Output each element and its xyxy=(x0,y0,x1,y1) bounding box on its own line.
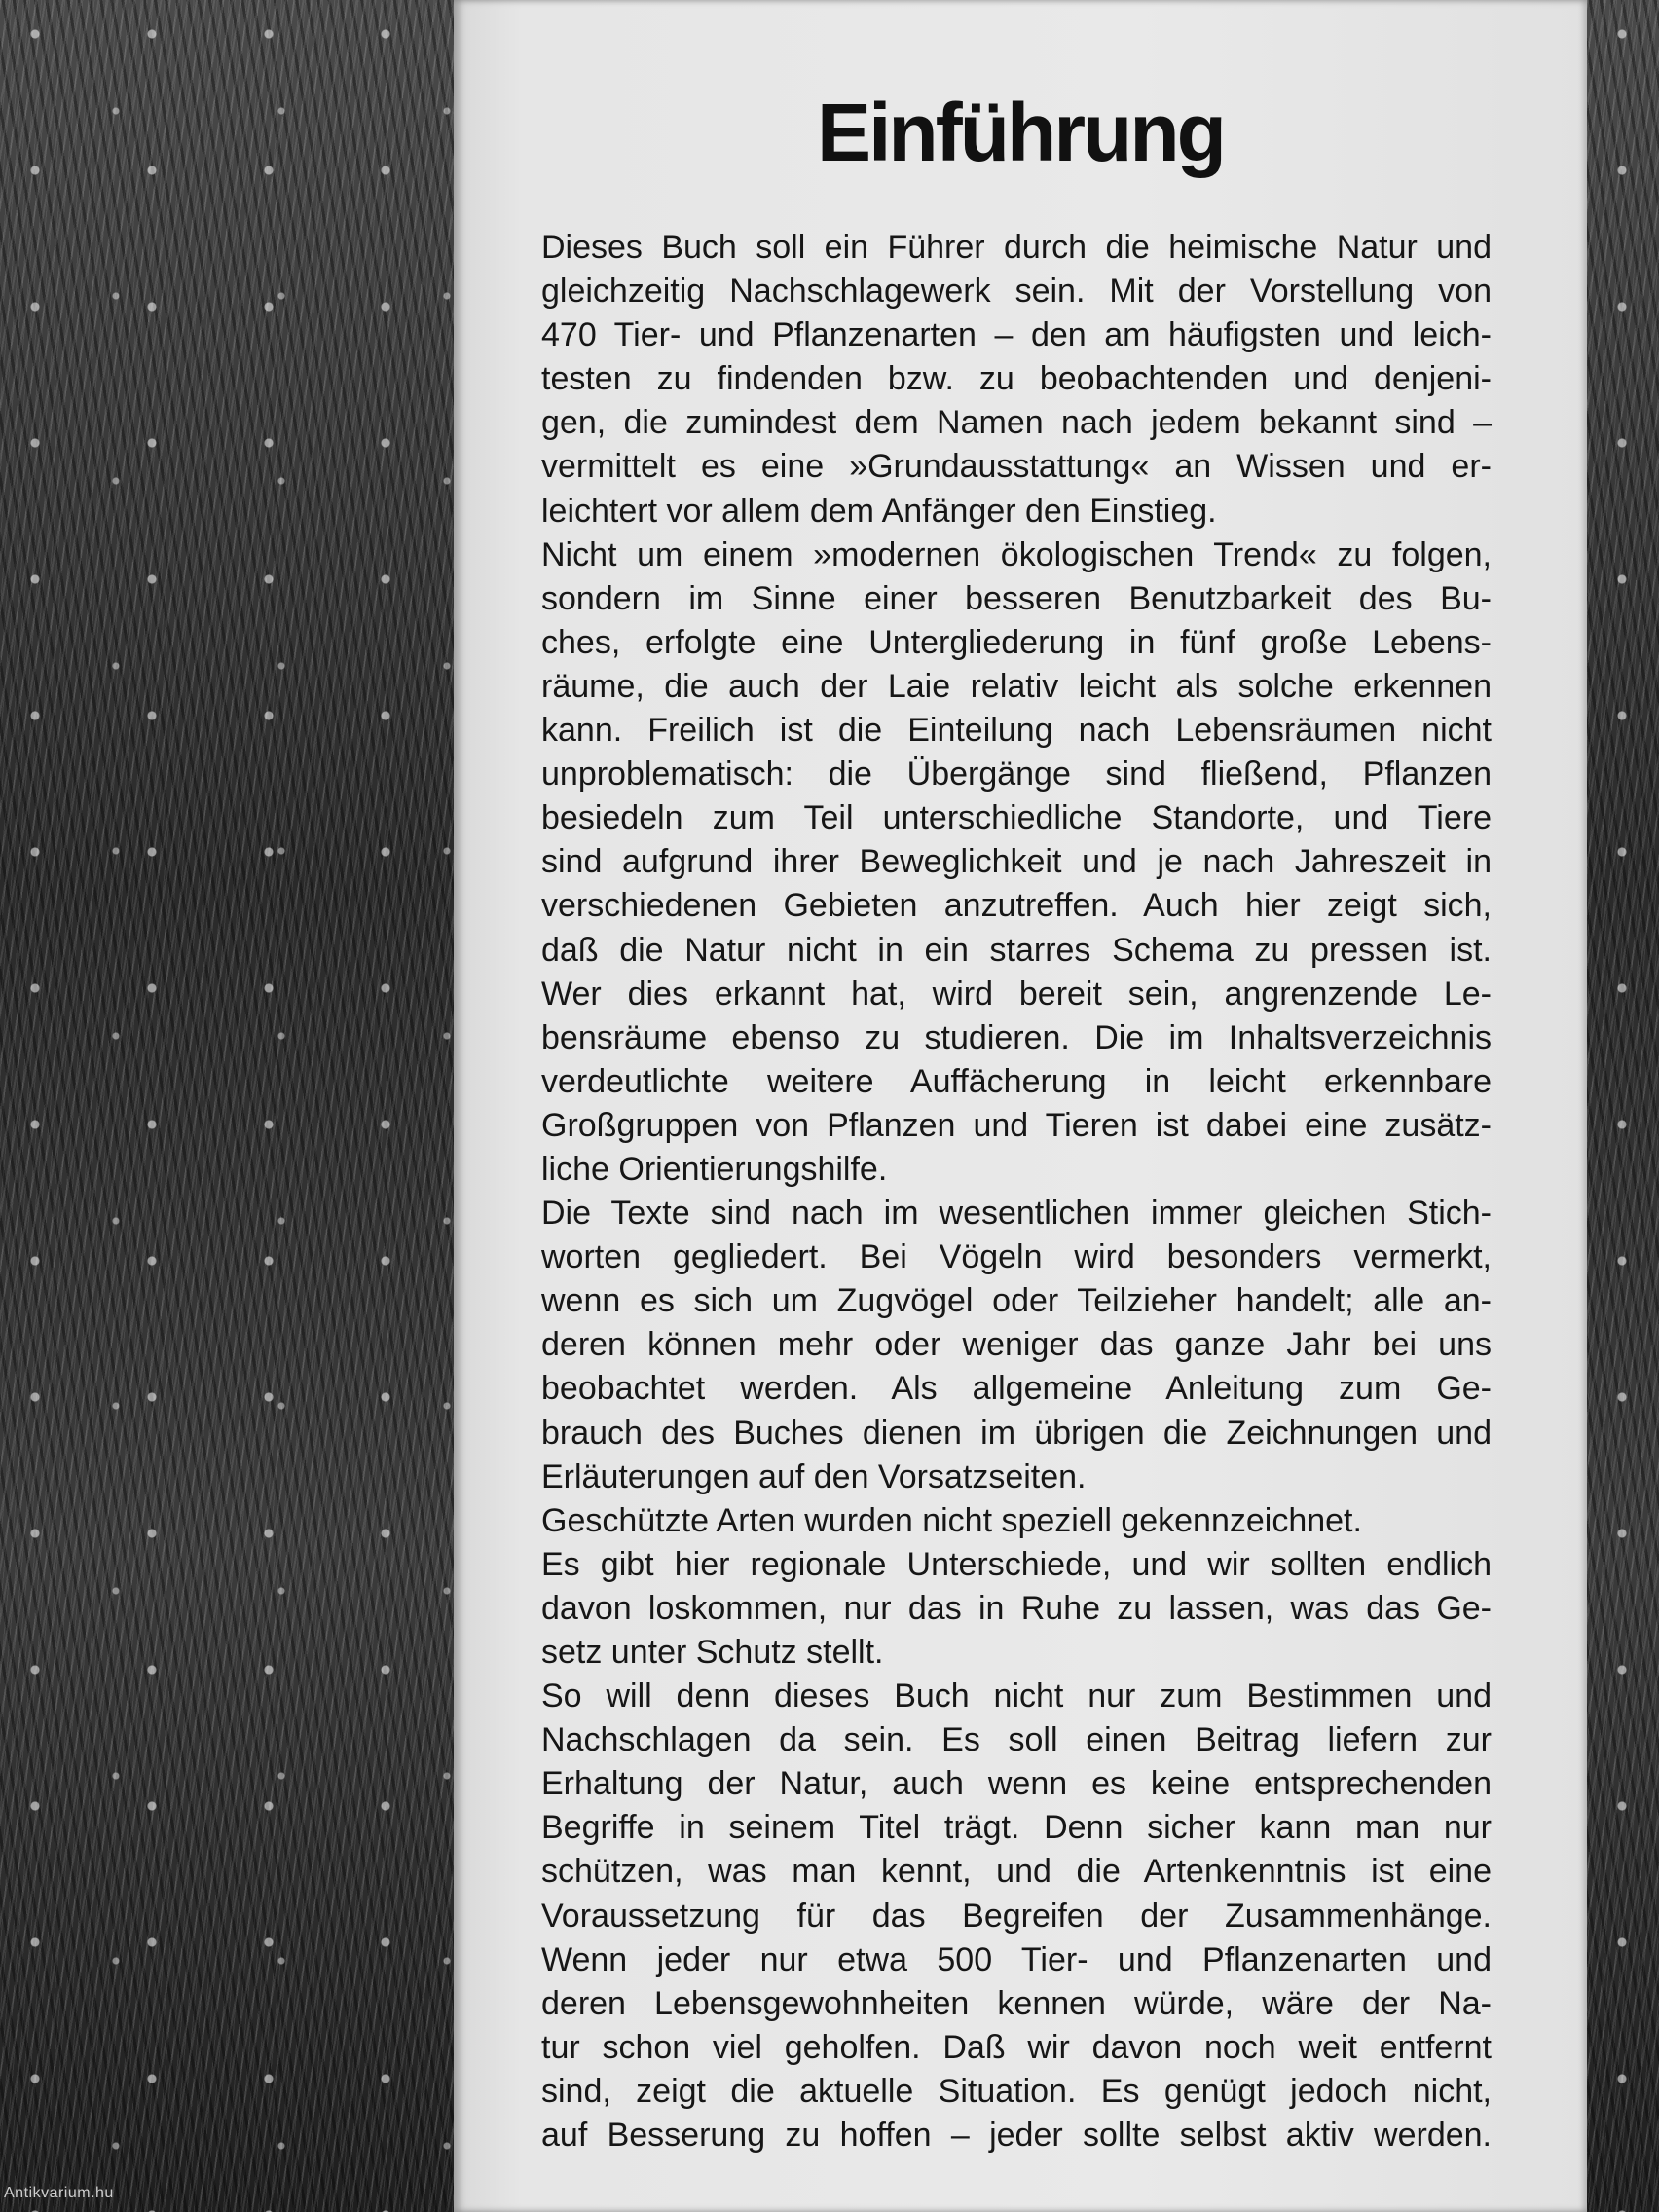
text-line: Erhaltung der Natur, auch wenn es keine entsprechenden xyxy=(541,1765,1492,1803)
text-line: unproblematisch: die Übergänge sind fließend, Pflanzen xyxy=(541,756,1492,793)
text-line: Voraussetzung für das Begreifen der Zusammenhänge. xyxy=(541,1897,1492,1935)
text-line: brauch des Buches dienen im übrigen die Zeichnungen und xyxy=(541,1414,1492,1452)
text-line: auf Besserung zu hoffen – jeder sollte selbst aktiv werden. xyxy=(541,2117,1492,2155)
text-line: Die Texte sind nach im wesentlichen immer gleichen Stich- xyxy=(541,1195,1492,1233)
text-line: sind aufgrund ihrer Beweglichkeit und je nach Jahreszeit in xyxy=(541,843,1492,881)
text-line: wenn es sich um Zugvögel oder Teilzieher handelt; alle an- xyxy=(541,1282,1492,1320)
meadow-photo-left xyxy=(0,0,454,2212)
text-line: besiedeln zum Teil unterschiedliche Standorte, und Tiere xyxy=(541,799,1492,837)
text-line: beobachtet werden. Als allgemeine Anleitung zum Ge- xyxy=(541,1370,1492,1408)
text-line: Nicht um einem »modernen ökologischen Trend« zu folgen, xyxy=(541,535,1492,573)
text-line: sind, zeigt die aktuelle Situation. Es genügt jedoch nicht, xyxy=(541,2072,1492,2110)
text-line: So will denn dieses Buch nicht nur zum Bestimmen und xyxy=(541,1677,1492,1715)
text-panel xyxy=(454,0,1587,2212)
text-line: sondern im Sinne einer besseren Benutzbarkeit des Bu- xyxy=(541,579,1492,617)
text-line: räume, die auch der Laie relativ leicht als solche erkennen xyxy=(541,667,1492,705)
introduction-text xyxy=(541,226,1492,2157)
text-line: davon loskommen, nur das in Ruhe zu lassen, was das Ge- xyxy=(541,1589,1492,1627)
text-line: deren Lebensgewohnheiten kennen würde, wäre der Na- xyxy=(541,1984,1492,2022)
text-line: schützen, was man kennt, und die Artenkenntnis ist eine xyxy=(541,1853,1492,1891)
text-line: Wenn jeder nur etwa 500 Tier- und Pflanzenarten und xyxy=(541,1940,1492,1978)
text-line: kann. Freilich ist die Einteilung nach Lebensräumen nicht xyxy=(541,712,1492,750)
text-line: bensräume ebenso zu studieren. Die im Inhaltsverzeichnis xyxy=(541,1018,1492,1056)
text-line: tur schon viel geholfen. Daß wir davon noch weit entfernt xyxy=(541,2028,1492,2066)
text-line: daß die Natur nicht in ein starres Schema zu pressen ist. xyxy=(541,931,1492,969)
text-line: deren können mehr oder weniger das ganze Jahr bei uns xyxy=(541,1326,1492,1364)
text-line: gen, die zumindest dem Namen nach jedem bekannt sind – xyxy=(541,404,1492,442)
text-line: vermittelt es eine »Grundausstattung« an Wissen und er- xyxy=(541,448,1492,486)
text-line: Nachschlagen da sein. Es soll einen Beitrag liefern zur xyxy=(541,1721,1492,1759)
text-line: 470 Tier- und Pflanzenarten – den am häufigsten und leich- xyxy=(541,316,1492,354)
text-line: ches, erfolgte eine Untergliederung in fünf große Lebens- xyxy=(541,623,1492,661)
text-line: Geschützte Arten wurden nicht speziell gekennzeichnet. xyxy=(541,1501,1362,1539)
text-line: Begriffe in seinem Titel trägt. Denn sicher kann man nur xyxy=(541,1809,1492,1847)
text-line: Erläuterungen auf den Vorsatzseiten. xyxy=(541,1457,1087,1495)
text-line: verdeutlichte weitere Auffächerung in leicht erkennbare xyxy=(541,1062,1492,1100)
text-line: setz unter Schutz stellt. xyxy=(541,1634,884,1671)
text-line: Großgruppen von Pflanzen und Tieren ist dabei eine zusätz- xyxy=(541,1106,1492,1144)
watermark: Antikvarium.hu xyxy=(4,2185,114,2201)
text-line: testen zu findenden bzw. zu beobachtenden und denjeni- xyxy=(541,360,1492,398)
meadow-photo-right xyxy=(1587,0,1659,2212)
text-line: liche Orientierungshilfe. xyxy=(541,1150,888,1188)
text-line: worten gegliedert. Bei Vögeln wird besonders vermerkt, xyxy=(541,1238,1492,1276)
text-line: gleichzeitig Nachschlagewerk sein. Mit der Vorstellung von xyxy=(541,273,1492,311)
text-line: verschiedenen Gebieten anzutreffen. Auch hier zeigt sich, xyxy=(541,887,1492,925)
text-line: Es gibt hier regionale Unterschiede, und wir sollten endlich xyxy=(541,1545,1492,1583)
text-line: Dieses Buch soll ein Führer durch die heimische Natur und xyxy=(541,229,1492,266)
page-title: Einführung xyxy=(817,87,1224,178)
text-line: leichtert vor allem dem Anfänger den Einstieg. xyxy=(541,492,1217,530)
text-line: Wer dies erkannt hat, wird bereit sein, angrenzende Le- xyxy=(541,975,1492,1013)
